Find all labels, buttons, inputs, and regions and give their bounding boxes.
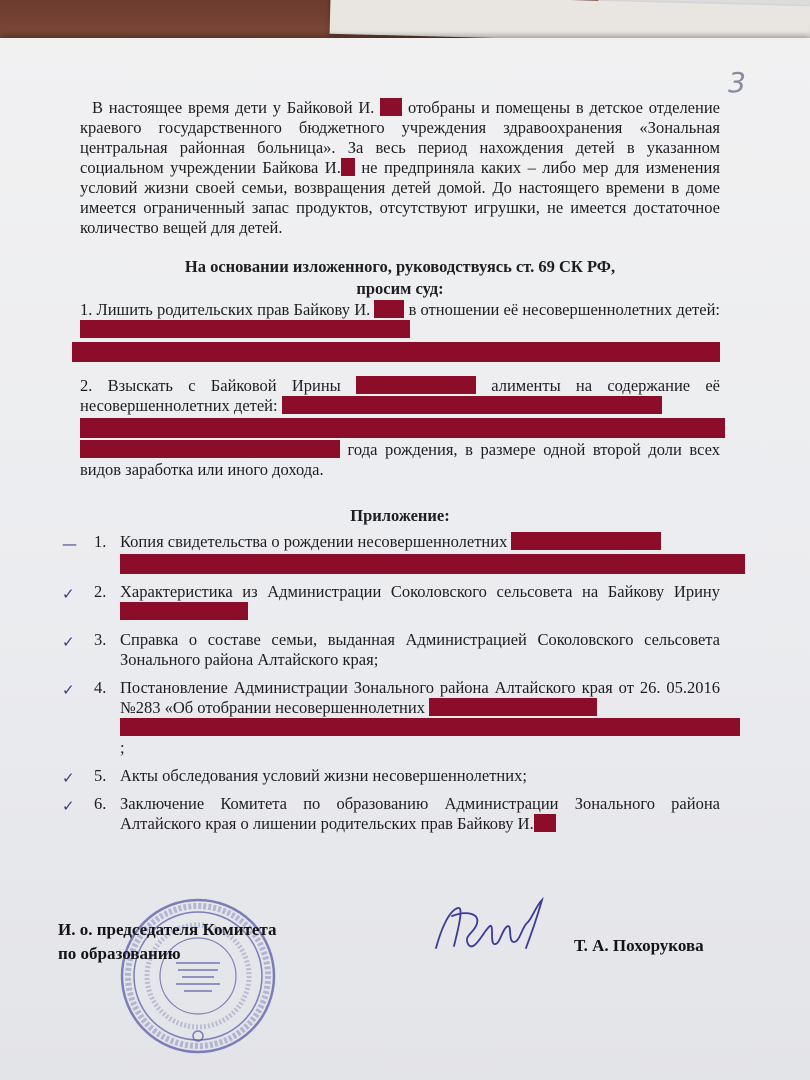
- appendix-item-6: ✓ 6. Заключение Комитета по образованию Администрации Зонального района Алтайского края о лишении родительских прав Байкову И.: [62, 794, 720, 833]
- handwritten-check-icon: ✓: [62, 633, 75, 651]
- signer-name: Т. А. Похорукова: [574, 936, 704, 955]
- appendix-item-5: ✓ 5. Акты обследования условий жизни несовершеннолетних;: [62, 766, 527, 787]
- request-item-1: 1. Лишить родительских прав Байкову И. в отношении её несовершеннолетних детей:: [80, 300, 720, 362]
- handwritten-dash-mark: —: [62, 535, 77, 553]
- redaction-block: [72, 342, 720, 362]
- paragraph-current-situation: В настоящее время дети у Байковой И. отобраны и помещены в детское отделение краевого государственного бюджетного учреждения здравоохранения «Зональная центральная районная больница». За весь период нахождения детей в указанном социальном учреждении Байкова И. не предприняла каких – либо мер для изменения условий жизни своей семьи, возвращения детей домой. До настоящего времени в доме имеется ограниченный запас продуктов, отсутствуют игрушки, не имеется достаточное количество вещей для детей.: [80, 98, 720, 237]
- appendix-title: Приложение:: [350, 506, 450, 525]
- appendix-item-2: ✓ 2. Характеристика из Администрации Соколовского сельсовета на Байкову Ирину: [80, 582, 720, 622]
- handwritten-check-icon: ✓: [62, 681, 75, 699]
- redaction-block: [120, 554, 745, 574]
- document-page: [0, 38, 810, 1080]
- appendix-item-3: ✓ 3. Справка о составе семьи, выданная Администрацией Соколовского сельсовета Зонального района Алтайского края;: [62, 630, 720, 669]
- appendix-list: [62, 532, 720, 834]
- redaction-bar: [120, 718, 740, 736]
- heading-request: просим суд:: [356, 279, 444, 298]
- handwritten-check-icon: ✓: [62, 585, 75, 603]
- handwritten-check-icon: ✓: [62, 797, 75, 815]
- handwritten-page-number: 3: [728, 66, 746, 99]
- request-item-2: 2. Взыскать с Байковой Ирины алименты на содержание её несовершеннолетних детей: года рождения, в размере одной второй доли всех видов заработка или иного дохода.: [80, 376, 720, 480]
- redaction-bar: [429, 698, 597, 716]
- redaction-block: [80, 418, 725, 438]
- redaction-bar: [341, 158, 355, 176]
- redaction-bar: [282, 396, 662, 414]
- redaction-bar: [356, 376, 476, 394]
- redaction-bar: [380, 98, 402, 116]
- redaction-bar: [80, 440, 340, 458]
- redaction-bar: [534, 814, 556, 832]
- appendix-item-1: — 1. Копия свидетельства о рождении несовершеннолетних: [80, 532, 720, 574]
- heading-grounds: На основании изложенного, руководствуясь ст. 69 СК РФ,: [184, 257, 616, 276]
- redaction-bar: [80, 320, 410, 338]
- redaction-bar: [511, 532, 661, 550]
- redaction-line-with-end: ;: [120, 718, 720, 758]
- signature-title: И. о. председателя Комитета по образованию: [58, 920, 277, 963]
- redaction-bar: [120, 602, 248, 620]
- handwritten-signature: [428, 896, 558, 966]
- handwritten-check-icon: ✓: [62, 769, 75, 787]
- redaction-bar: [374, 300, 404, 318]
- document-body: [62, 98, 720, 842]
- appendix-item-4: ✓ 4. Постановление Администрации Зонального района Алтайского края от 26. 05.2016 №283 «Об отобрании несовершеннолетних ;: [80, 678, 720, 758]
